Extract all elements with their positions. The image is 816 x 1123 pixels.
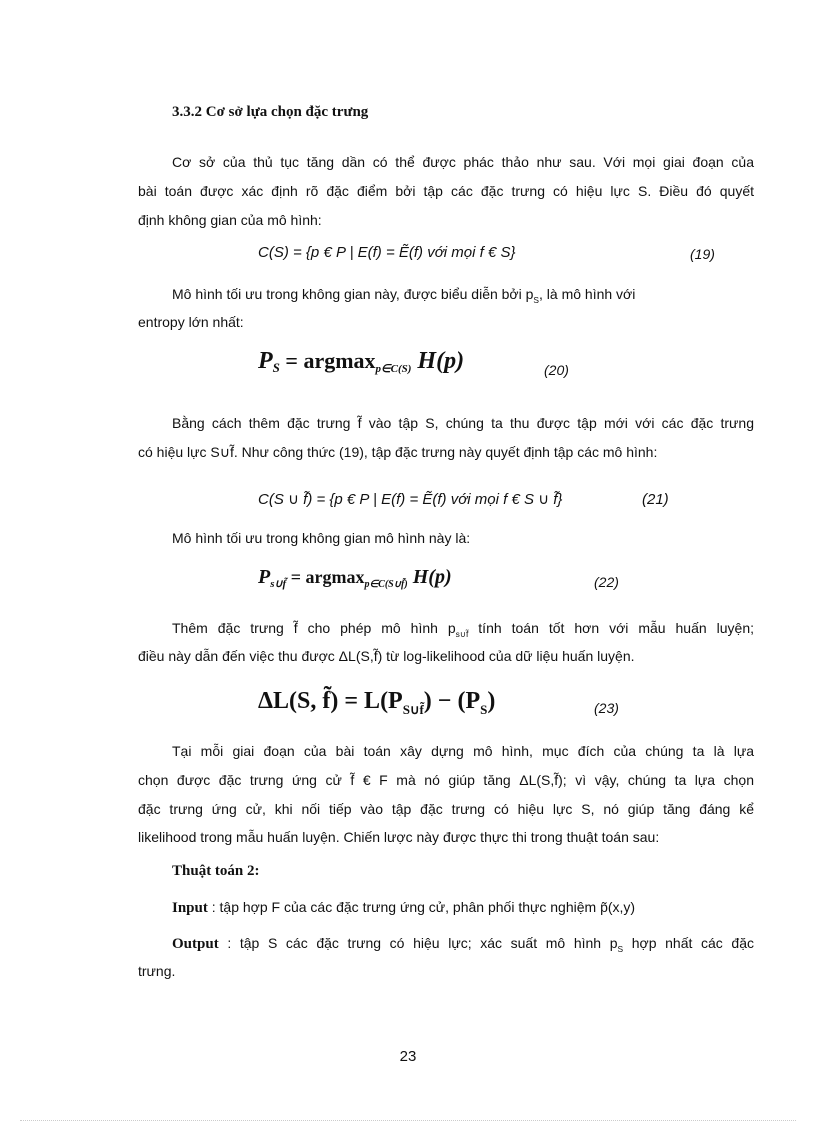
page-edge [20, 1120, 796, 1121]
paragraph-line: likelihood trong mẫu huấn luyện. Chiến lược này được thực thi trong thuật toán sau: [138, 829, 660, 845]
paragraph-line: định không gian của mô hình: [138, 212, 322, 228]
paragraph-line: bài toán được xác định rõ đặc điểm bởi tập các đặc trưng có hiệu lực S. Điều đó quyết [138, 183, 754, 199]
equation-19: C(S) = {p € P | E(f) = Ẽ(f) với mọi f € S} [258, 244, 516, 261]
paragraph-line: chọn được đặc trưng ứng cử f̃ € F mà nó giúp tăng ΔL(S,f̃); vì vậy, chúng ta lựa chọn [138, 772, 754, 788]
section-heading: 3.3.2 Cơ sở lựa chọn đặc trưng [172, 104, 369, 120]
paragraph-line: Tại mỗi giai đoạn của bài toán xây dựng mô hình, mục đích của chúng ta là lựa [172, 743, 754, 759]
page-number: 23 [399, 1048, 417, 1065]
equation-22: $P_{s\cup f̃} = argmax_{p\in C(S\cup f̃)}$ H(p) [258, 566, 452, 591]
equation-23: ΔL(S, f̃) = $L(P_{S\cup f̃}) - (P_S)$ [258, 688, 496, 717]
paragraph-line: Bằng cách thêm đặc trưng f̃ vào tập S, chúng ta thu được tập mới với các đặc trưng [172, 415, 754, 431]
equation-21: C(S ∪ f̃) = {p € P | E(f) = Ẽ(f) với mọi f € S ∪ f̃} [258, 491, 563, 508]
equation-number-23: (23) [594, 700, 619, 716]
paragraph-line: có hiệu lực S∪f̃. Như công thức (19), tập đặc trưng này quyết định tập các mô hình: [138, 444, 658, 460]
paragraph-line: Mô hình tối ưu trong không gian này, được biểu diễn bởi $p_S$, là mô hình với [172, 286, 636, 305]
algorithm-title: Thuật toán 2: [172, 863, 260, 879]
equation-20: $P_S = argmax_{p\in C(S)}$ H(p) [258, 348, 465, 376]
paragraph-line: Cơ sở của thủ tục tăng dần có thể được phác thảo như sau. Với mọi giai đoạn của [172, 154, 754, 170]
paragraph-line: điều này dẫn đến việc thu được ΔL(S,f̃) từ log-likelihood của dữ liệu huấn luyện. [138, 648, 635, 664]
algorithm-output: Output : tập S các đặc trưng có hiệu lực; xác suất mô hình $p_S$ hợp nhất các đặc [172, 935, 754, 954]
algorithm-input: Input : tập hợp F của các đặc trưng ứng cử, phân phối thực nghiệm p̃(x,y) [172, 899, 636, 916]
equation-number-22: (22) [594, 574, 619, 590]
paragraph-line: Thêm đặc trưng f̃ cho phép mô hình $p_{s\cup f̃}$ tính toán tốt hơn với mẫu huấn luyện; [172, 620, 754, 639]
algorithm-output-cont: trưng. [138, 963, 176, 979]
equation-number-20: (20) [544, 362, 569, 378]
equation-number-19: (19) [690, 246, 715, 262]
paragraph-line: đặc trưng ứng cử, khi nối tiếp vào tập đặc trưng có hiệu lực S, nó giúp tăng đáng kể [138, 801, 754, 817]
equation-number-21: (21) [642, 491, 669, 508]
paragraph-line: entropy lớn nhất: [138, 314, 244, 330]
paragraph-line: Mô hình tối ưu trong không gian mô hình này là: [172, 530, 471, 546]
